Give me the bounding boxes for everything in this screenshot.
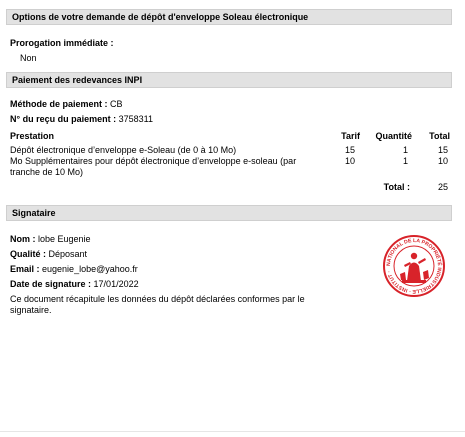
signataire-qualite — [10, 249, 87, 259]
inpi-seal-icon — [382, 234, 446, 298]
column-header-quantite: Quantité — [375, 131, 412, 141]
total-value: 25 — [437, 182, 448, 192]
signataire-section-header — [6, 205, 452, 221]
options-section-header — [6, 9, 452, 25]
table-row-2-prestation: Mo Supplémentaires pour dépôt électronique d’enveloppe e-soleau (par tranche de 10 Mo) — [10, 156, 297, 177]
recu-paiement — [10, 114, 153, 124]
recu-label: N° du reçu du paiement : — [10, 114, 117, 124]
signataire-nom — [10, 234, 91, 244]
nom-label: Nom : — [10, 234, 36, 244]
table-row-1-prestation: Dépôt électronique d’enveloppe e-Soleau (de 0 à 10 Mo) — [10, 145, 237, 155]
qualite-value: Déposant — [48, 249, 88, 259]
column-header-tarif: Tarif — [341, 131, 360, 141]
table-row-2-quantite: 1 — [402, 156, 408, 166]
prorogation-value: Non — [20, 53, 37, 63]
paiement-section-header — [6, 72, 452, 88]
column-header-total: Total — [429, 131, 450, 141]
table-row-2-tarif: 10 — [344, 156, 355, 166]
recap-text: Ce document récapitule les données du dépôt déclarées conformes par le signataire. — [10, 294, 305, 315]
table-row-1-total: 15 — [437, 145, 448, 155]
signataire-date — [10, 279, 139, 289]
paiement-header-text: Paiement des redevances INPI — [12, 75, 143, 85]
date-value: 17/01/2022 — [93, 279, 139, 289]
table-row-1-quantite: 1 — [402, 145, 408, 155]
nom-value: lobe Eugenie — [38, 234, 91, 244]
email-value: eugenie_lobe@yahoo.fr — [42, 264, 138, 274]
qualite-label: Qualité : — [10, 249, 47, 259]
column-header-prestation: Prestation — [10, 131, 55, 141]
options-header-text: Options de votre demande de dépôt d'enveloppe Soleau électronique — [12, 12, 309, 22]
methode-paiement — [10, 99, 123, 109]
date-label: Date de signature : — [10, 279, 92, 289]
email-label: Email : — [10, 264, 40, 274]
table-row-1-tarif: 15 — [344, 145, 355, 155]
seal-text: NATIONAL DE LA PROPRIÉTÉ INDUSTRIELLE · INSTITUT · — [385, 237, 443, 295]
total-label: Total : — [383, 182, 410, 192]
signataire-header-text: Signataire — [12, 208, 56, 218]
recu-value: 3758311 — [118, 114, 154, 124]
methode-value: CB — [110, 99, 123, 109]
table-row-2-total: 10 — [437, 156, 448, 166]
signataire-email — [10, 264, 138, 274]
prorogation-label: Prorogation immédiate : — [10, 38, 114, 48]
methode-label: Méthode de paiement : — [10, 99, 108, 109]
page-bottom-divider — [0, 431, 465, 432]
